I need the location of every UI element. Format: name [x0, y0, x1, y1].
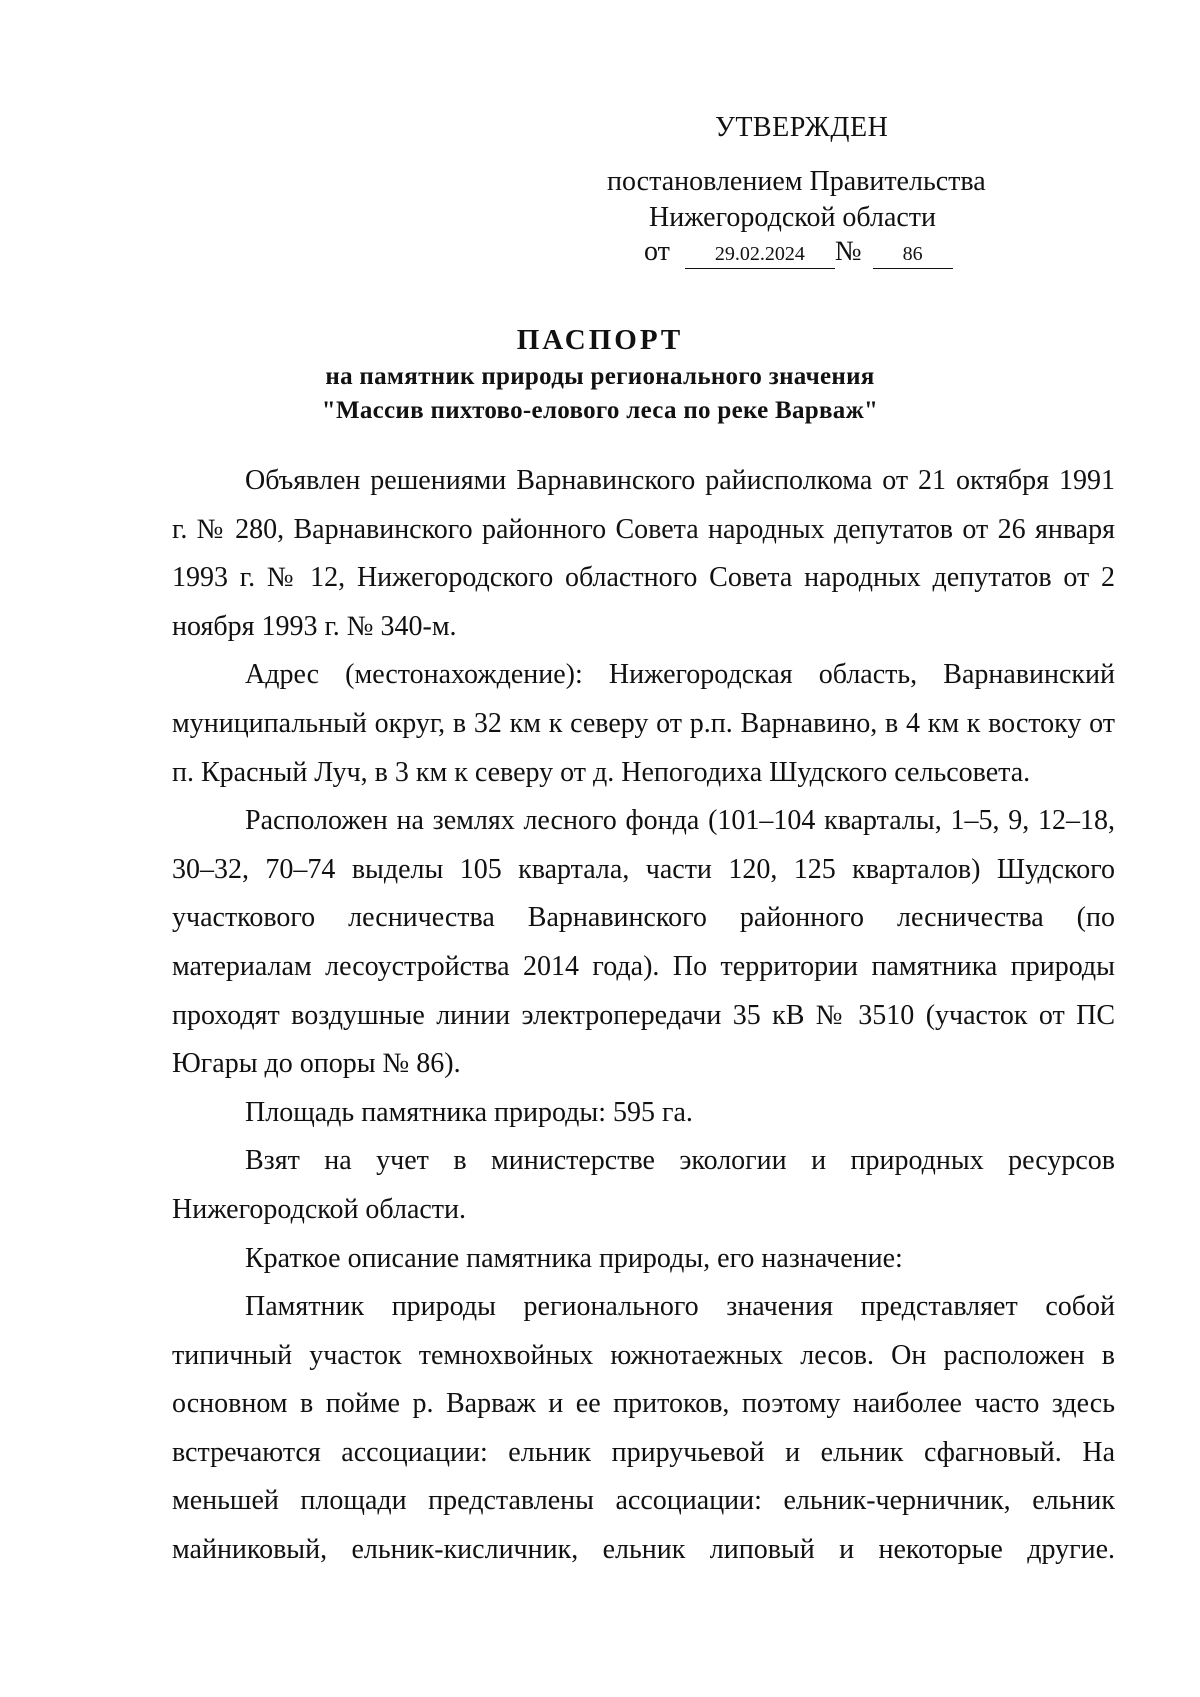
- paragraph-description: Памятник природы регионального значения представляет собой типичный участок темнохвойных южнотаежных лесов. Он расположен в основном в пойме р. Варваж и ее притоков, поэтому наиболее часто здесь встречаются ассоциации: ельник приручьевой и ельник сфагновый. На меньшей площади представлены ассоциации: ельник-черничник, ельник майниковый, ельник-кисличник, ельник липовый и некоторые другие.: [172, 1291, 1115, 1566]
- paragraph-declared: Объявлен решениями Варнавинского райисполкома от 21 октября 1991 г. № 280, Варнавинского районного Совета народных депутатов от 26 января 1993 г. № 12, Нижегородского областного Совета народных депутатов от 2 ноября 1993 г. № 340-м.: [172, 465, 1115, 642]
- decree-number: 86: [873, 240, 953, 269]
- document-body: [172, 457, 1115, 1575]
- approval-region-line: Нижегородской области: [649, 202, 937, 233]
- from-label: от: [644, 236, 670, 267]
- decree-date: 29.02.2024: [685, 240, 835, 269]
- document-title: [0, 320, 1200, 428]
- paragraph-address: Адрес (местонахождение): Нижегородская область, Варнавинский муниципальный округ, в 32 км к северу от р.п. Варнавино, в 4 км к востоку от п. Красный Луч, в 3 км к северу от д. Непогодиха Шудского сельсовета.: [172, 659, 1115, 788]
- title-object-name: "Массив пихтово-елового леса по реке Варваж": [321, 397, 879, 424]
- approved-label: УТВЕРЖДЕН: [715, 112, 889, 143]
- paragraph-location: Расположен на землях лесного фонда (101–104 кварталы, 1–5, 9, 12–18, 30–32, 70–74 выделы 105 квартала, части 120, 125 кварталов) Шудского участкового лесничества Варнавинского районного лесничества (по материалам лесоустройства 2014 года). По территории памятника природы проходят воздушные линии электропередачи 35 кВ № 3510 (участок от ПС Югары до опоры № 86).: [172, 805, 1115, 1080]
- approval-date-number-line: [644, 232, 953, 272]
- title-heading: ПАСПОРТ: [516, 324, 684, 356]
- paragraph-description-heading: Краткое описание памятника природы, его назначение:: [245, 1242, 903, 1274]
- title-subtitle: на памятник природы регионального значения: [325, 363, 875, 390]
- approval-decree-line: постановлением Правительства: [607, 166, 986, 197]
- paragraph-registration: Взят на учет в министерстве экологии и природных ресурсов Нижегородской области.: [172, 1145, 1115, 1225]
- paragraph-area: Площадь памятника природы: 595 га.: [245, 1096, 693, 1128]
- number-label: №: [834, 236, 862, 267]
